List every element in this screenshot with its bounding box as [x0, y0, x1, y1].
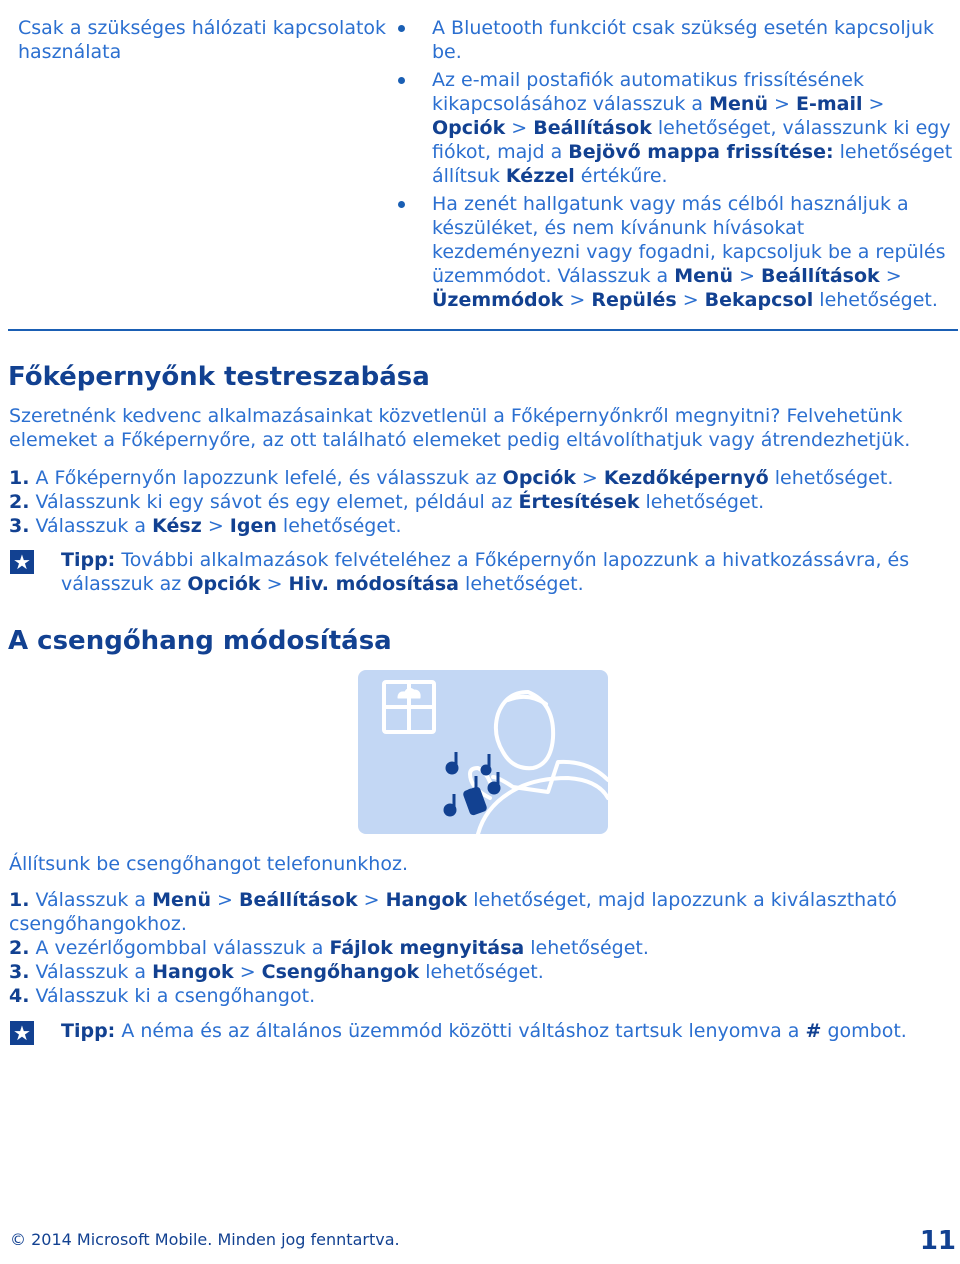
- step-item: 1. Válasszuk a Menü > Beállítások > Hangok lehetőséget, majd lapozzunk a kiválasztható csengőhangokhoz.: [9, 889, 897, 935]
- section-title: A csengőhang módosítása: [8, 626, 392, 656]
- section-caption: Állítsunk be csengőhangot telefonunkhoz.: [9, 853, 408, 875]
- bullet-item: [404, 192, 956, 312]
- bullet-item: [404, 16, 956, 64]
- step-item: 3. Válasszuk a Hangok > Csengőhangok lehetőséget.: [9, 961, 544, 983]
- step-item: 2. Válasszunk ki egy sávot és egy elemet, például az Értesítések lehetőséget.: [9, 491, 765, 513]
- step-item: 1. A Főképernyőn lapozzunk lefelé, és válasszuk az Opciók > Kezdőképernyő lehetőséget.: [9, 467, 894, 489]
- table-left-cell: Csak a szükséges hálózati kapcsolatok használata: [18, 17, 387, 63]
- illustration-person-with-phone: [358, 670, 608, 834]
- step-item: 2. A vezérlőgombbal válasszuk a Fájlok megnyitása lehetőséget.: [9, 937, 649, 959]
- star-icon: ★: [10, 1021, 34, 1045]
- copyright: © 2014 Microsoft Mobile. Minden jog fenntartva.: [10, 1230, 400, 1249]
- page-number: 11: [919, 1226, 956, 1256]
- section-intro: Szeretnénk kedvenc alkalmazásainkat közvetlenül a Főképernyőnkről megnyitni? Felvehetünk elemeket a Főképernyőre, az ott található elemeket pedig eltávolíthatjuk vagy átrendezhetjük.: [9, 405, 911, 451]
- section-title: Főképernyőnk testreszabása: [8, 362, 430, 392]
- star-icon: ★: [10, 550, 34, 574]
- step-list: [9, 888, 939, 1008]
- step-item: 4. Válasszuk ki a csengőhangot.: [9, 985, 316, 1007]
- step-item: 3. Válasszuk a Kész > Igen lehetőséget.: [9, 515, 402, 537]
- bullet-list: [404, 16, 956, 316]
- tip-text: Tipp: További alkalmazások felvételéhez a Főképernyőn lapozzunk a hivatkozássávra, és válasszuk az Opciók > Hiv. módosítása lehetőséget.: [61, 549, 910, 595]
- step-list: [9, 466, 939, 538]
- bullet-text: Ha zenét hallgatunk vagy más célból használjuk a készüléket, és nem kívánunk hívásokat kezdeményezni vagy fogadni, kapcsoljuk be a repülés üzemmódot. Válasszuk a Menü > Beállítások > Üzemmódok > Repülés > Bekapcsol lehetőséget.: [432, 193, 946, 311]
- bullet-text: Az e-mail postafiók automatikus frissítésének kikapcsolásához válasszuk a Menü > E-mail > Opciók > Beállítások lehetőséget, válasszunk ki egy fiókot, majd a Bejövő mappa frissítése: lehetőséget állítsuk Kézzel értékűre.: [432, 69, 953, 187]
- bullet-text: A Bluetooth funkciót csak szükség esetén kapcsoljuk be.: [432, 17, 935, 63]
- table-bottom-rule: [8, 329, 958, 331]
- bullet-item: [404, 68, 956, 188]
- tip-text: Tipp: A néma és az általános üzemmód közötti váltáshoz tartsuk lenyomva a # gombot.: [61, 1020, 907, 1042]
